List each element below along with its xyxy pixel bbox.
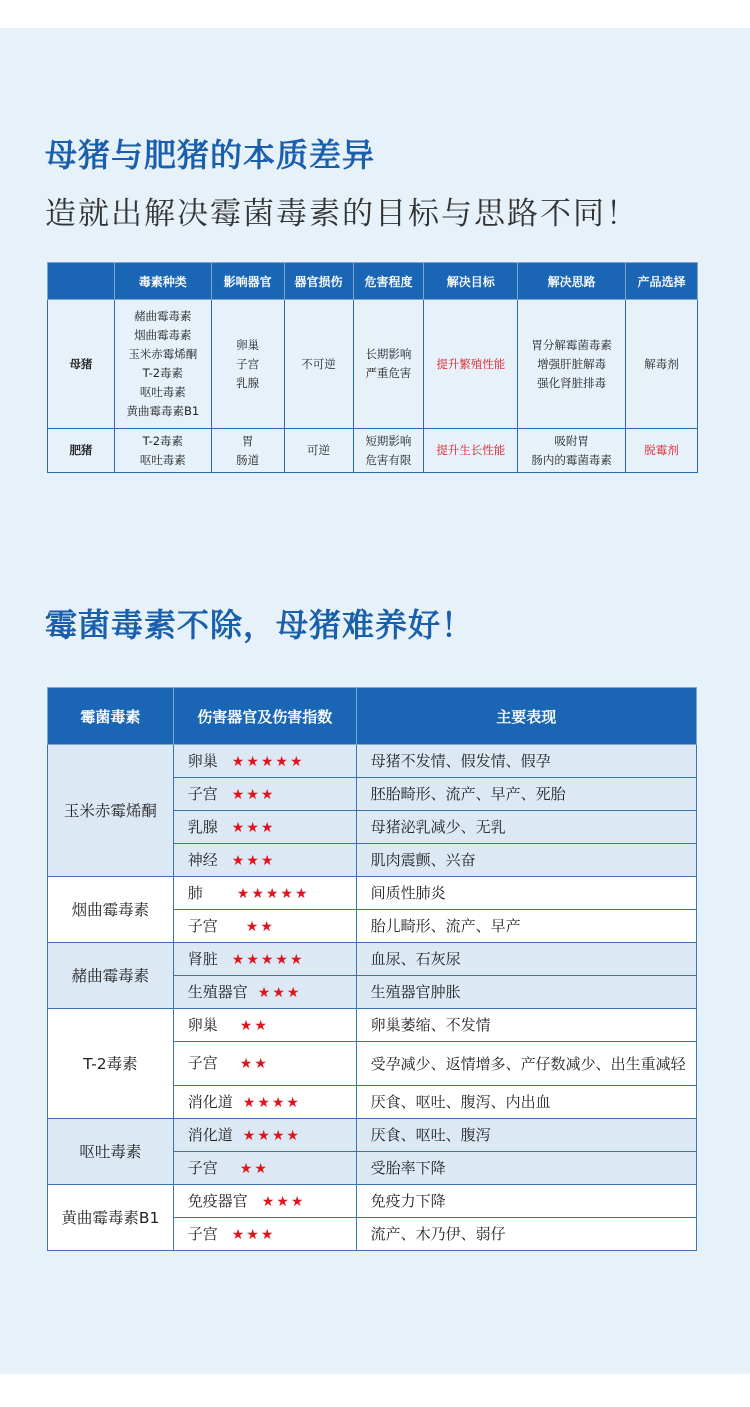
toxin-item: 呕吐毒素 [139,385,186,399]
toxin-name: 烟曲霉毒素 [48,877,174,943]
effect-cell: 流产、木乃伊、弱仔 [356,1218,696,1251]
organ-name: 子宫 [187,1224,218,1243]
toxin-list [114,429,211,473]
table-row [48,943,697,976]
table-row [48,1185,697,1218]
toxin-list [114,300,211,429]
organ-cell [173,1009,356,1042]
severity-cell [353,300,424,429]
toxin-item: T-2毒素 [142,433,184,448]
organ-name: 卵巢 [187,1015,218,1034]
effect-cell: 厌食、呕吐、腹泻 [356,1119,696,1152]
toxin-name: 呕吐毒素 [48,1119,174,1185]
table2-header-row [48,688,697,745]
toxin-item: 黄曲霉毒素B1 [126,404,200,418]
organ-name: 乳腺 [187,817,218,836]
damage-stars: ★★★ [257,984,302,1001]
severity-line: 短期影响 [365,433,412,448]
table-row [48,877,697,910]
organ-cell [173,844,356,877]
goal-cell: 提升生长性能 [424,429,518,473]
organ-item: 卵巢 [236,337,260,352]
organ-item: 肠道 [236,452,260,467]
toxin-name: 黄曲霉毒素B1 [48,1185,174,1251]
effect-cell: 母猪泌乳减少、无乳 [356,811,696,844]
damage-stars: ★★★★★ [231,951,305,968]
organ-name: 消化道 [187,1092,233,1111]
organ-name: 消化道 [187,1125,233,1144]
organ-cell [173,745,356,778]
approach-line: 增强肝脏解毒 [537,356,607,371]
toxin-item: 玉米赤霉烯酮 [128,347,198,361]
damage-stars: ★★ [239,1160,269,1177]
organ-name: 子宫 [187,1158,218,1177]
table1-header-cell: 解决思路 [518,263,626,300]
goal-cell: 提升繁殖性能 [424,300,518,429]
organ-item: 乳腺 [236,375,260,390]
organ-name: 卵巢 [187,751,218,770]
effect-cell: 胎儿畸形、流产、早产 [356,910,696,943]
organ-name: 子宫 [187,784,218,803]
section2-title: 霉菌毒素不除，母猪难养好！ [45,606,475,644]
section1-subtitle: 造就出解决霉菌毒素的目标与思路不同！ [45,196,639,232]
table1-header-cell: 器官损伤 [284,263,353,300]
table1-row-sow [48,300,698,429]
damage-stars: ★★★ [231,819,276,836]
damage-stars: ★★★ [231,852,276,869]
table1-header-cell: 危害程度 [353,263,424,300]
organ-cell [173,976,356,1009]
table-row [48,1119,697,1152]
damage-stars: ★★★ [231,786,276,803]
effect-cell: 生殖器官肿胀 [356,976,696,1009]
table1-header-cell: 产品选择 [626,263,698,300]
sow-vs-finisher-table [47,262,698,473]
mycotoxin-damage-table [47,687,697,1251]
toxin-item: 呕吐毒素 [139,452,186,467]
damage-cell: 可逆 [284,429,353,473]
organ-list [211,429,284,473]
row-label: 肥猪 [48,429,115,473]
organ-name: 肾脏 [187,949,218,968]
table-row [48,745,697,778]
toxin-name: 赭曲霉毒素 [48,943,174,1009]
toxin-item: 烟曲霉毒素 [134,328,192,342]
table1-header-row [48,263,698,300]
severity-line: 长期影响 [365,347,412,361]
severity-line: 危害有限 [365,452,412,467]
organ-name: 子宫 [187,1054,218,1072]
organ-name: 生殖器官 [187,982,248,1001]
approach-line: 胃分解霉菌毒素 [531,337,612,352]
organ-cell [173,811,356,844]
effect-cell: 厌食、呕吐、腹泻、内出血 [356,1086,696,1119]
organ-cell [173,1218,356,1251]
effect-cell: 肌肉震颤、兴奋 [356,844,696,877]
organ-name: 子宫 [187,916,218,935]
table1-header-cell: 解决目标 [424,263,518,300]
effect-cell: 胚胎畸形、流产、早产、死胎 [356,778,696,811]
table1-row-finisher [48,429,698,473]
approach-line: 强化肾脏排毒 [537,375,607,390]
organ-cell [173,1042,356,1086]
damage-stars: ★★★★★ [231,753,305,770]
organ-item: 子宫 [236,356,260,371]
table2-header-cell: 伤害器官及伤害指数 [173,688,356,745]
damage-cell: 不可逆 [284,300,353,429]
organ-cell [173,778,356,811]
severity-line: 严重危害 [365,366,412,380]
table1-header-cell: 影响器官 [211,263,284,300]
effect-cell: 免疫力下降 [356,1185,696,1218]
organ-list [211,300,284,429]
organ-name: 肺 [187,883,203,902]
table1-header-cell [48,263,115,300]
table2-header-cell: 霉菌毒素 [48,688,174,745]
damage-stars: ★★ [245,918,275,935]
toxin-item: 赭曲霉毒素 [134,309,192,323]
organ-item: 胃 [241,433,254,448]
organ-cell [173,910,356,943]
approach-cell [518,429,626,473]
damage-stars: ★★★★ [242,1127,301,1144]
row-label: 母猪 [48,300,115,429]
approach-cell [518,300,626,429]
damage-stars: ★★★★★ [236,885,310,902]
organ-cell [173,877,356,910]
effect-cell: 血尿、石灰尿 [356,943,696,976]
table1-header-cell: 毒素种类 [114,263,211,300]
approach-line: 肠内的霉菌毒素 [531,452,612,467]
organ-cell [173,1152,356,1185]
product-cell: 解毒剂 [626,300,698,429]
effect-cell: 间质性肺炎 [356,877,696,910]
severity-cell [353,429,424,473]
organ-cell [173,943,356,976]
organ-name: 神经 [187,850,218,869]
product-cell: 脱霉剂 [626,429,698,473]
organ-cell [173,1119,356,1152]
damage-stars: ★★ [239,1056,269,1072]
damage-stars: ★★ [239,1017,269,1034]
toxin-name: T-2毒素 [48,1009,174,1119]
organ-cell [173,1086,356,1119]
effect-cell: 卵巢萎缩、不发情 [356,1009,696,1042]
effect-cell: 母猪不发情、假发情、假孕 [356,745,696,778]
damage-stars: ★★★ [261,1193,306,1210]
toxin-name: 玉米赤霉烯酮 [48,745,174,877]
table2-header-cell: 主要表现 [356,688,696,745]
section1-title: 母猪与肥猪的本质差异 [45,136,376,174]
approach-line: 吸附胃 [554,433,589,448]
table-row [48,1009,697,1042]
damage-stars: ★★★ [231,1226,276,1243]
toxin-item: T-2毒素 [142,366,184,380]
effect-cell: 受孕减少、返情增多、产仔数减少、出生重减轻 [356,1042,696,1086]
damage-stars: ★★★★ [242,1094,301,1111]
effect-cell: 受胎率下降 [356,1152,696,1185]
organ-name: 免疫器官 [187,1191,248,1210]
organ-cell [173,1185,356,1218]
